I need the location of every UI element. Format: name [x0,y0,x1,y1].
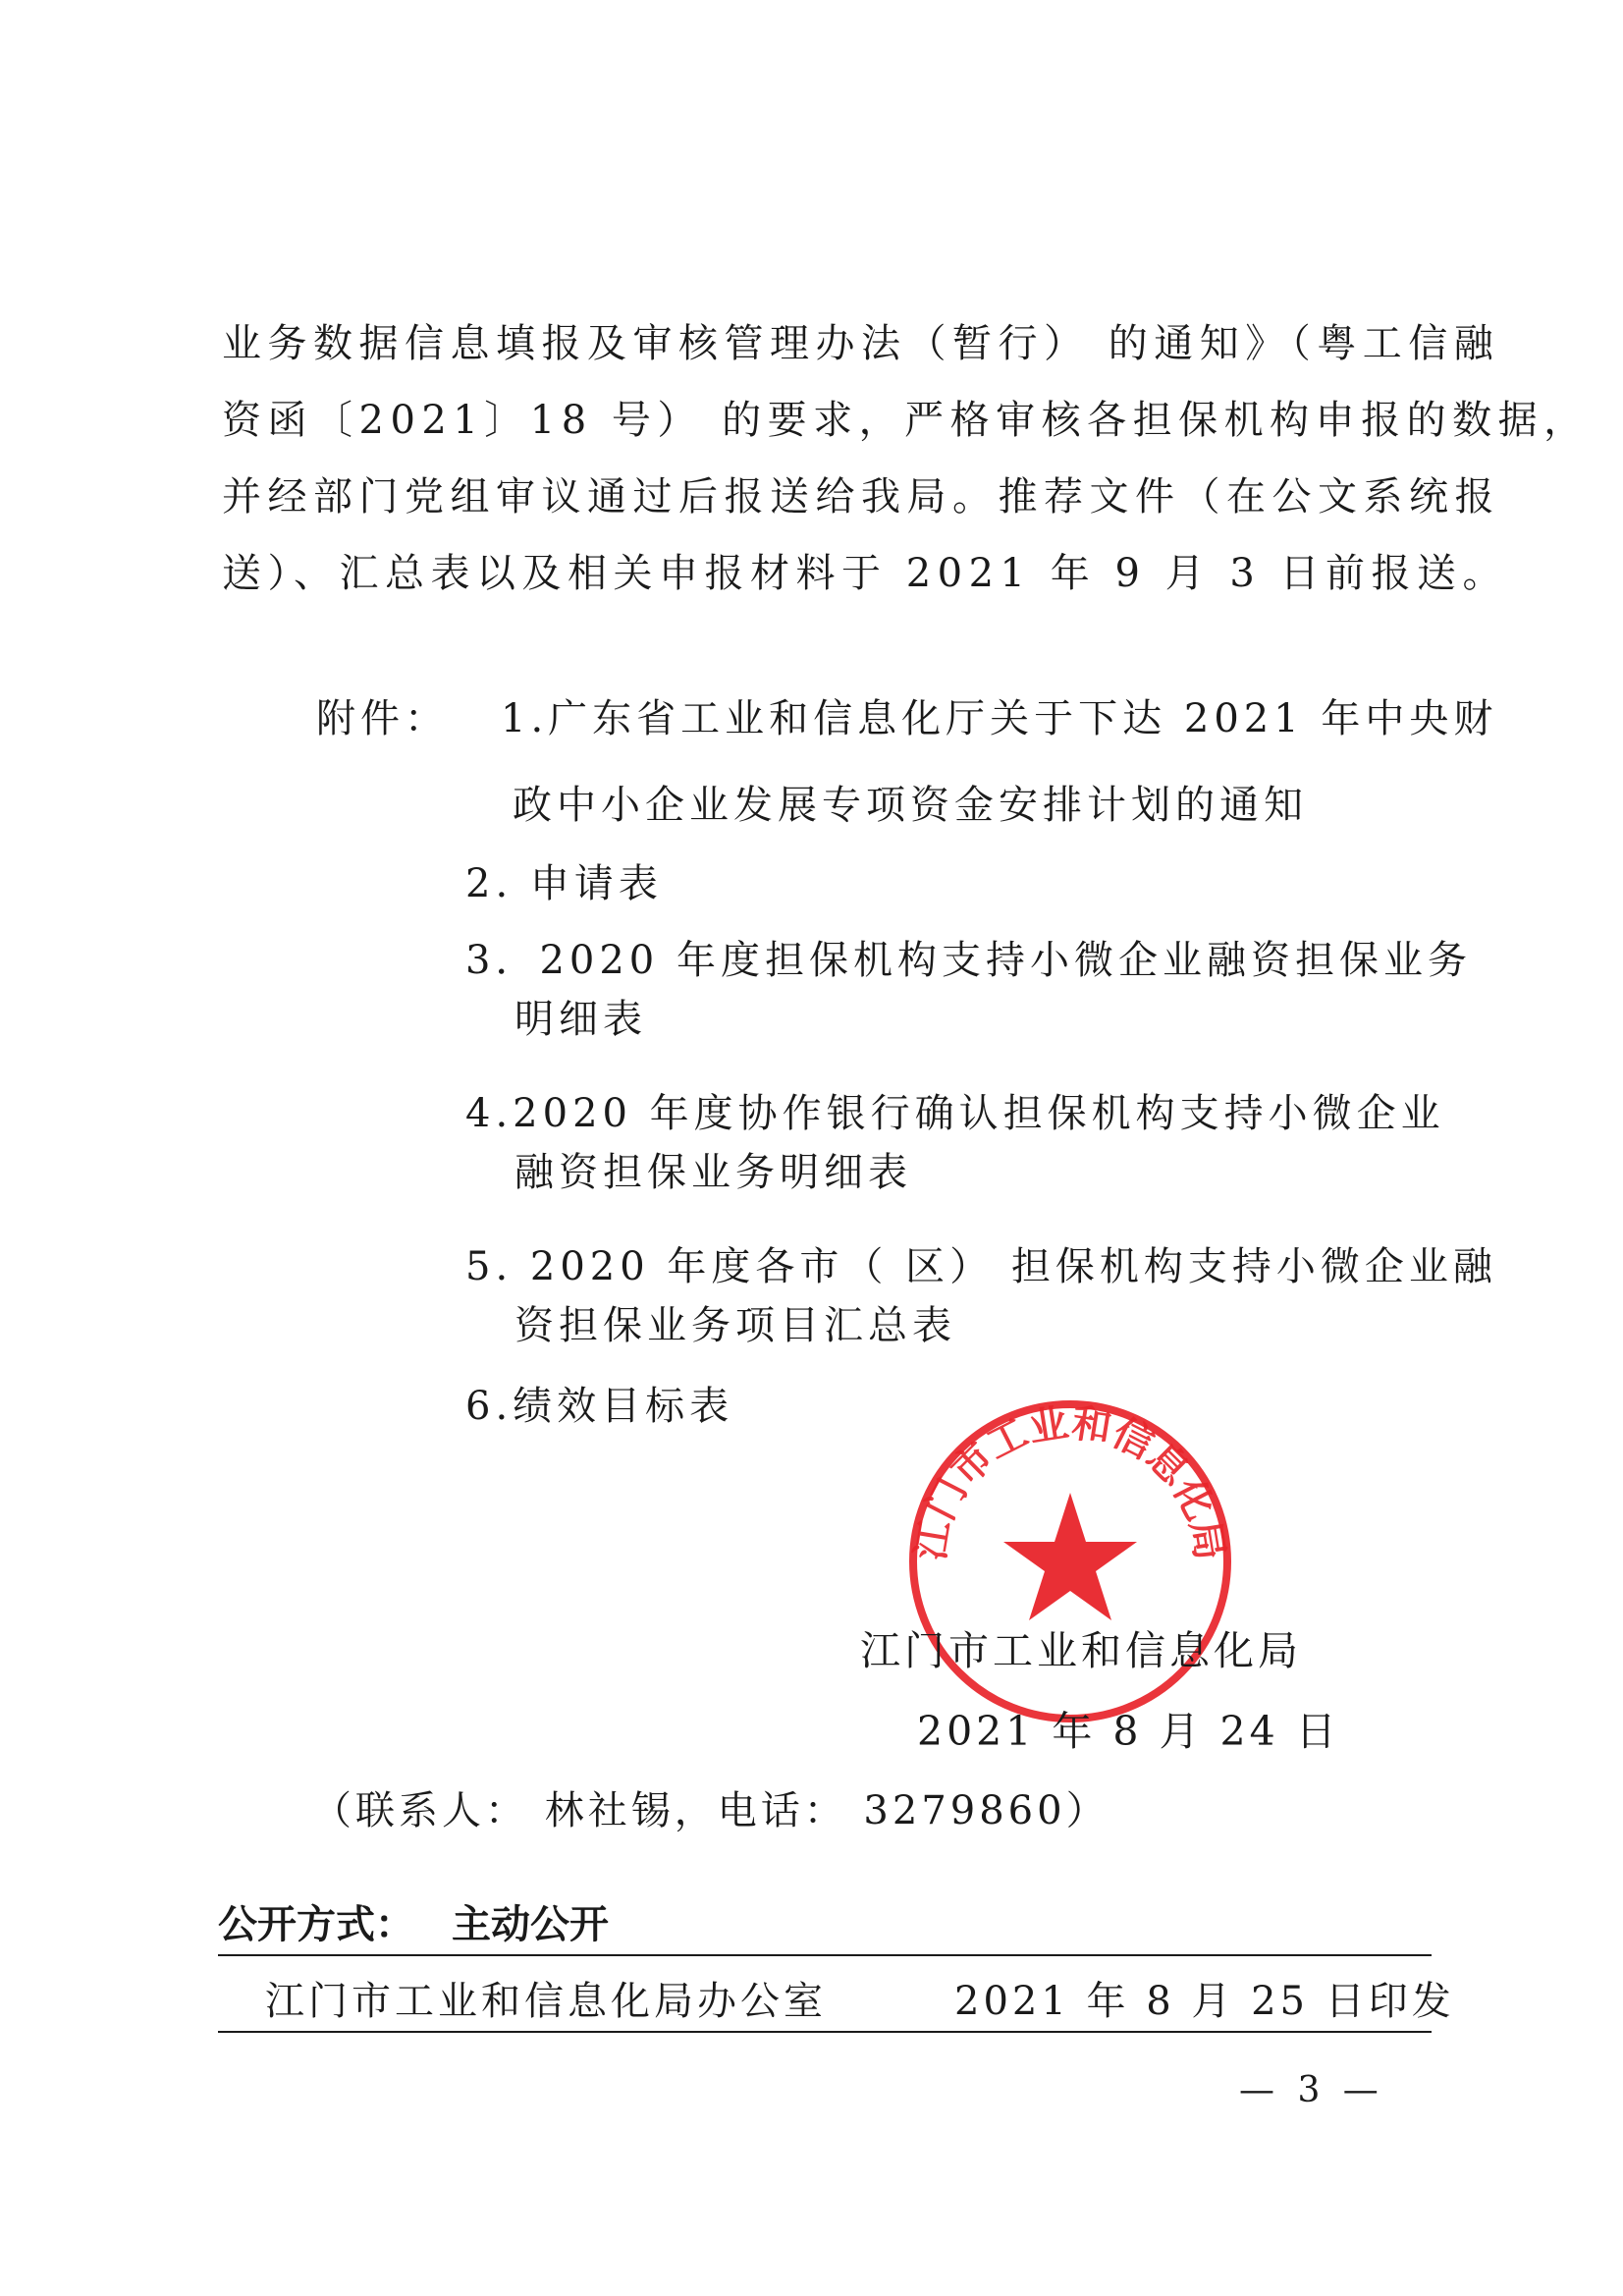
attachment-6-line-1: 6.绩效目标表 [465,1384,734,1429]
footer-bottom-rule [218,2031,1432,2033]
attachment-4-line-2: 融资担保业务明细表 [514,1150,912,1195]
disclosure-label: 公开方式： [218,1902,414,1947]
disclosure-value: 主动公开 [452,1902,609,1947]
body-line-1: 业务数据信息填报及审核管理办法（暂行） 的通知》（粤工信融 [222,321,1500,366]
body-line-4: 送）、汇总表以及相关申报材料于 2021 年 9 月 3 日前报送。 [222,551,1508,596]
contact-info: （联系人： 林社锡，电话： 3279860） [312,1788,1109,1833]
attachments-label: 附件： [316,696,449,741]
attachment-1-line-1: 1.广东省工业和信息化厅关于下达 2021 年中央财 [501,696,1498,741]
signature-org: 江门市工业和信息化局 [860,1627,1302,1674]
official-seal-icon [903,1394,1237,1728]
footer-issuer: 江门市工业和信息化局办公室 [265,1979,827,2024]
attachment-3-line-1: 3．2020 年度担保机构支持小微企业融资担保业务 [465,938,1472,983]
body-line-2: 资函〔2021〕18 号） 的要求，严格审核各担保机构申报的数据， [222,398,1590,443]
seal-text: 江门市工业和信息化局 [907,1400,1233,1563]
page-number: — 3 — [1239,2070,1384,2110]
attachment-2-line-1: 2. 申请表 [465,861,663,906]
signature-date: 2021 年 8 月 24 日 [917,1708,1340,1755]
attachment-4-line-1: 4.2020 年度协作银行确认担保机构支持小微企业 [465,1091,1445,1136]
attachment-5-line-1: 5. 2020 年度各市（ 区） 担保机构支持小微企业融 [465,1244,1497,1289]
footer-date: 2021 年 8 月 25 日印发 [954,1979,1455,2024]
attachment-1-line-2: 政中小企业发展专项资金安排计划的通知 [513,783,1308,828]
attachment-5-line-2: 资担保业务项目汇总表 [514,1303,956,1348]
footer-top-rule [218,1954,1432,1956]
attachment-3-line-2: 明细表 [514,997,647,1042]
body-line-3: 并经部门党组审议通过后报送给我局。推荐文件（在公文系统报 [222,474,1500,519]
